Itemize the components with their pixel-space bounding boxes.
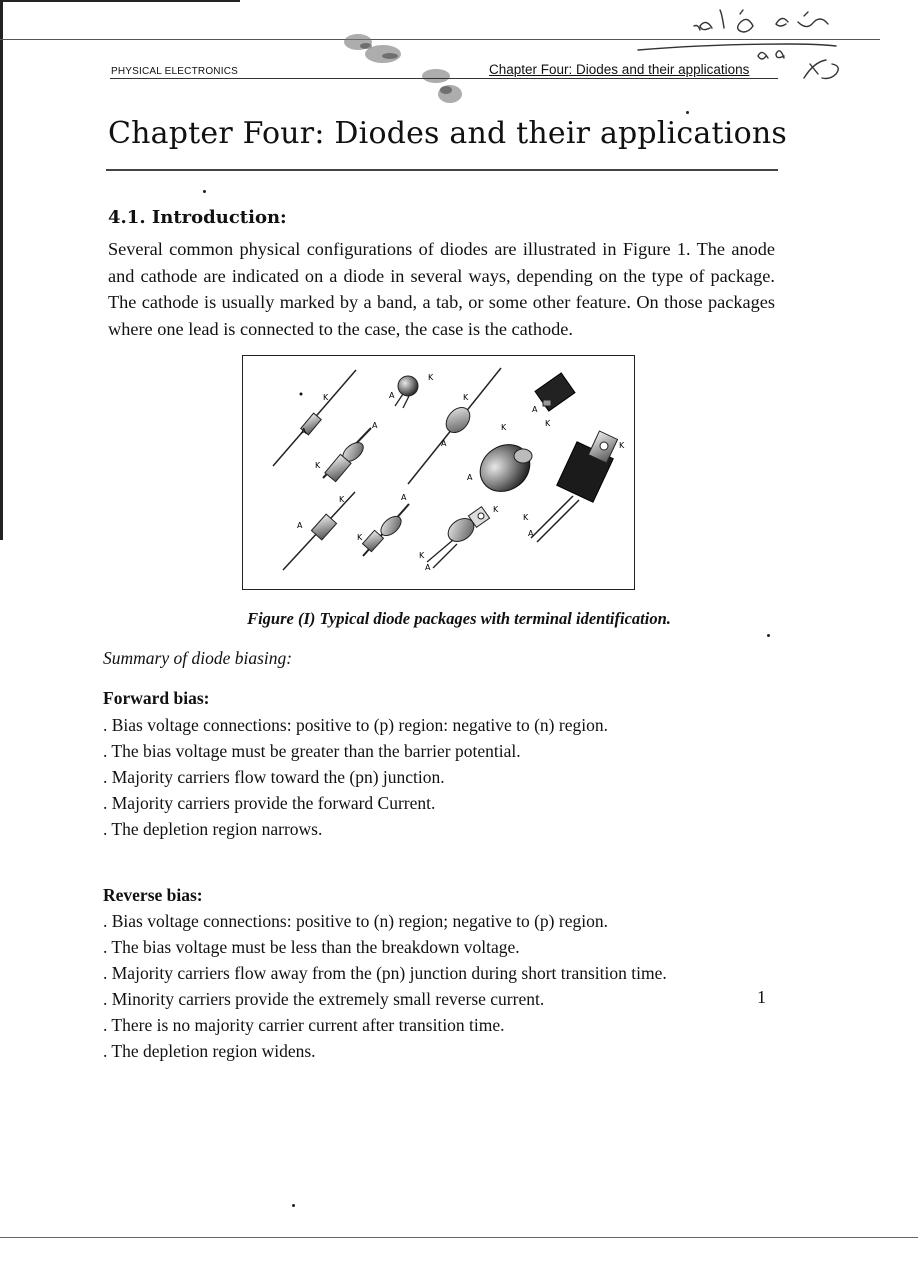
list-item: . Minority carriers provide the extremely small reverse current. <box>103 989 545 1009</box>
list-item: . There is no majority carrier current after transition time. <box>103 1015 505 1035</box>
reverse-bias-list <box>103 908 667 1064</box>
cathode-label: K <box>545 419 551 428</box>
section-heading: 4.1. Introduction: <box>108 207 287 228</box>
scan-edge-top <box>0 0 240 2</box>
diode-packages-illustration <box>243 356 634 589</box>
cathode-label: K <box>315 461 321 470</box>
anode-label: A <box>372 421 378 430</box>
reverse-bias-heading: Reverse bias: <box>103 885 203 905</box>
figure-caption: Figure (I) Typical diode packages with terminal identification. <box>247 609 671 628</box>
figure-frame <box>242 355 635 590</box>
anode-label: A <box>389 391 395 400</box>
page-number: 1 <box>757 987 766 1007</box>
scan-speck <box>686 111 689 114</box>
to220-diode <box>523 431 625 542</box>
to-can-diode <box>389 373 434 408</box>
scan-speck <box>203 190 206 193</box>
title-rule <box>106 169 778 171</box>
axial-diode-3 <box>283 492 355 570</box>
stud-diode-1 <box>315 421 378 482</box>
cathode-label: K <box>339 495 345 504</box>
anode-label: A <box>467 473 473 482</box>
list-item: . Majority carriers flow toward the (pn) junction. <box>103 767 445 787</box>
scan-speck <box>767 634 770 637</box>
list-item: . Majority carriers provide the forward Current. <box>103 793 436 813</box>
cathode-label: K <box>463 393 469 402</box>
anode-label: A <box>528 529 534 538</box>
anode-label: A <box>301 427 307 436</box>
intro-paragraph: Several common physical configurations of diodes are illustrated in Figure 1. The anode and cathode are indicated on a diode in several ways, depending on the type of package. The cathode is usually marked by a band, a tab, or some other feature. On those packages where one lead is connected to the case, the case is the cathode. <box>108 239 775 339</box>
cathode-label: K <box>428 373 434 382</box>
list-item: . Majority carriers flow away from the (pn) junction during short transition time. <box>103 963 667 983</box>
smd-diode <box>532 373 575 428</box>
chapter-title: Chapter Four: Diodes and their applications <box>108 116 787 151</box>
list-item: . The depletion region widens. <box>103 1041 316 1061</box>
power-can-diode <box>467 423 539 501</box>
forward-bias-heading: Forward bias: <box>103 688 210 708</box>
tab-diode <box>419 505 499 572</box>
list-item: . Bias voltage connections: positive to (n) region; negative to (p) region. <box>103 911 608 931</box>
anode-label: A <box>425 563 431 572</box>
anode-label: A <box>401 493 407 502</box>
header-rule <box>110 78 778 79</box>
running-header-right: Chapter Four: Diodes and their applications <box>489 62 750 77</box>
bottom-rule <box>0 1237 918 1238</box>
cathode-label: K <box>619 441 625 450</box>
running-header-left: PHYSICAL ELECTRONICS <box>111 66 238 77</box>
summary-label: Summary of diode biasing: <box>103 648 293 668</box>
list-item: . The bias voltage must be greater than the barrier potential. <box>103 741 521 761</box>
list-item: . Bias voltage connections: positive to (p) region: negative to (n) region. <box>103 715 608 735</box>
scan-edge-left <box>0 0 3 540</box>
stud-diode-2 <box>357 493 409 556</box>
axial-diode-1 <box>273 370 356 466</box>
list-item: . The depletion region narrows. <box>103 819 323 839</box>
scan-speck <box>292 1204 295 1207</box>
anode-label: A <box>297 521 303 530</box>
cathode-label: K <box>523 513 529 522</box>
cathode-label: K <box>357 533 363 542</box>
cathode-label: K <box>419 551 425 560</box>
cathode-label: K <box>323 393 329 402</box>
list-item: . The bias voltage must be less than the breakdown voltage. <box>103 937 520 957</box>
anode-label: A <box>532 405 538 414</box>
cathode-label: K <box>501 423 507 432</box>
forward-bias-list <box>103 712 608 842</box>
anode-label: A <box>441 439 447 448</box>
cathode-label: K <box>493 505 499 514</box>
scan-smudge <box>338 28 478 110</box>
